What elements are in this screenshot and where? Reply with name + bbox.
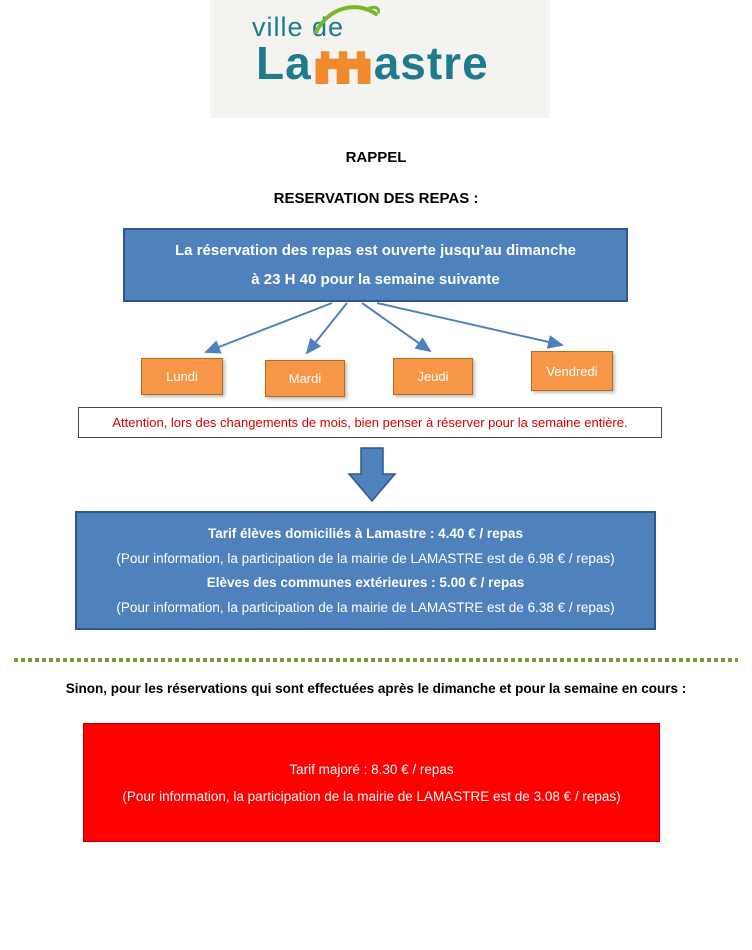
increased-tariff-line-2: (Pour information, la participation de la mairie de LAMASTRE est de 3.08 € / repas): [122, 788, 621, 804]
increased-tariff-box: [83, 723, 660, 842]
castle-icon: [315, 46, 371, 84]
day-box-vendredi: Vendredi: [531, 351, 613, 391]
logo: [210, 0, 550, 118]
tariff-line: (Pour information, la participation de la mairie de LAMASTRE est de 6.38 € / repas): [116, 599, 615, 615]
late-reservation-note: Sinon, pour les réservations qui sont effectuées après le dimanche et pour la semaine en cours :: [65, 681, 687, 696]
day-box-mardi: Mardi: [265, 360, 345, 397]
tariff-line: (Pour information, la participation de la mairie de LAMASTRE est de 6.98 € / repas): [116, 550, 615, 566]
logo-lamastre-text: [256, 37, 489, 89]
tariff-line: Elèves des communes extérieures : 5.00 € / repas: [206, 575, 525, 591]
tariff-info-box: [75, 511, 656, 630]
reservation-info-line-1: La réservation des repas est ouverte jusqu’au dimanche: [175, 242, 576, 259]
logo-ville-de-text: ville de: [252, 12, 345, 42]
heading-reservation: RESERVATION DES REPAS :: [273, 190, 479, 207]
tariff-line: Tarif élèves domiciliés à Lamastre : 4.40 € / repas: [208, 526, 523, 542]
logo-name-start: La: [256, 37, 312, 89]
leaf-swoosh-icon: [314, 0, 380, 38]
heading-rappel: RAPPEL: [345, 149, 407, 166]
down-arrow-icon: [341, 447, 403, 503]
logo-name-end: astre: [373, 37, 489, 89]
day-box-lundi: Lundi: [141, 358, 223, 395]
reservation-info-line-2: à 23 H 40 pour la semaine suivante: [251, 271, 500, 288]
attention-note: Attention, lors des changements de mois, bien penser à réserver pour la semaine entière.: [78, 407, 662, 438]
increased-tariff-line-1: Tarif majoré : 8.30 € / repas: [289, 761, 454, 777]
reservation-info-box: [123, 228, 628, 302]
dotted-divider: [14, 658, 738, 662]
day-box-jeudi: Jeudi: [393, 358, 473, 395]
flow-arrows-icon: [0, 300, 752, 360]
